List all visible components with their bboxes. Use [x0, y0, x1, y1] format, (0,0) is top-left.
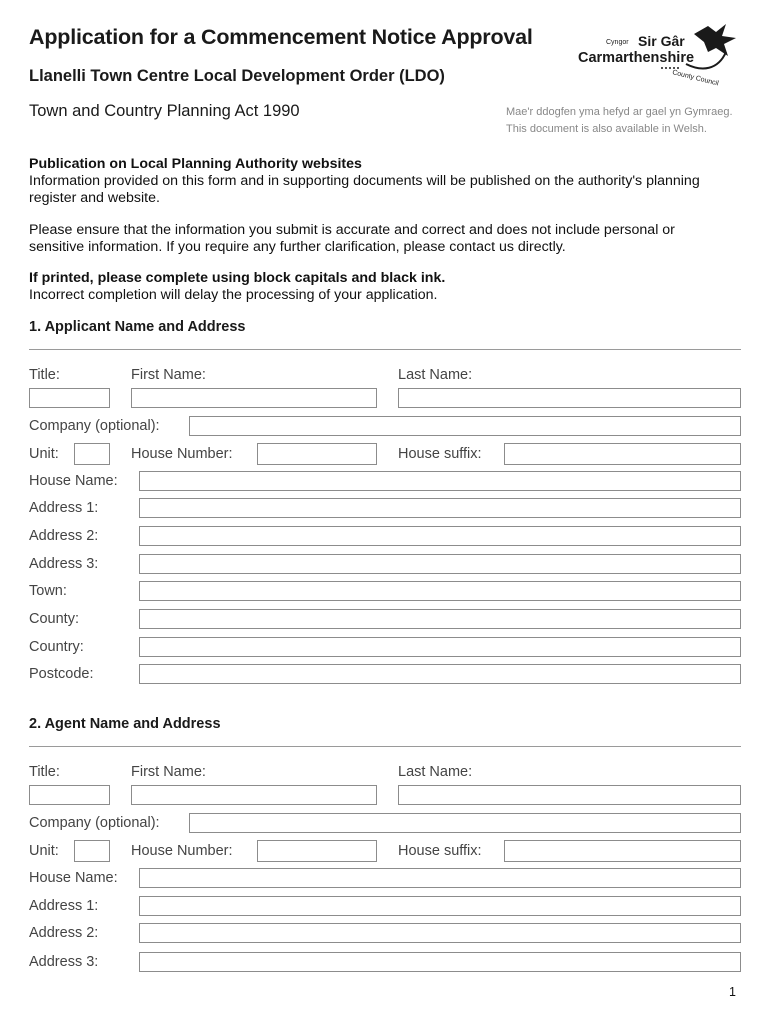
agent-title-input[interactable]: [29, 785, 110, 805]
agent-first-name-input[interactable]: [131, 785, 377, 805]
logo-cyngor-text: Cyngor: [606, 39, 629, 46]
applicant-house-name-input[interactable]: [139, 471, 741, 491]
agent-house-suffix-input[interactable]: [504, 840, 741, 862]
applicant-title-input[interactable]: [29, 388, 110, 408]
applicant-address1-input[interactable]: [139, 498, 741, 518]
applicant-house-number-input[interactable]: [257, 443, 377, 465]
applicant-unit-input[interactable]: [74, 443, 110, 465]
agent-address3-label: Address 3:: [29, 954, 99, 970]
act-reference: Town and Country Planning Act 1990: [29, 102, 300, 120]
applicant-last-name-input[interactable]: [398, 388, 741, 408]
applicant-last-name-label: Last Name:: [398, 367, 473, 383]
applicant-address1-label: Address 1:: [29, 500, 99, 516]
printed-text: Incorrect completion will delay the processing of your application.: [29, 287, 438, 303]
agent-unit-label: Unit:: [29, 843, 59, 859]
applicant-postcode-label: Postcode:: [29, 666, 94, 682]
applicant-first-name-input[interactable]: [131, 388, 377, 408]
page-subtitle: Llanelli Town Centre Local Development Order (LDO): [29, 67, 445, 85]
agent-address2-input[interactable]: [139, 923, 741, 943]
applicant-house-number-label: House Number:: [131, 446, 233, 462]
council-logo: [576, 22, 742, 94]
logo-sir-gar-text: Sir Gâr: [638, 33, 685, 49]
agent-first-name-label: First Name:: [131, 764, 206, 780]
agent-address2-label: Address 2:: [29, 925, 99, 941]
applicant-section-title: 1. Applicant Name and Address: [29, 319, 246, 335]
agent-company-label: Company (optional):: [29, 815, 160, 831]
section-divider: [29, 746, 741, 747]
page-title: Application for a Commencement Notice Approval: [29, 25, 533, 49]
applicant-county-label: County:: [29, 611, 79, 627]
welsh-note-line-2: This document is also available in Welsh.: [506, 123, 707, 135]
publication-notice: [29, 156, 729, 207]
applicant-company-input[interactable]: [189, 416, 741, 436]
agent-section-title: 2. Agent Name and Address: [29, 716, 221, 732]
welsh-availability-note: [506, 104, 733, 138]
agent-company-input[interactable]: [189, 813, 741, 833]
page-number: 1: [729, 985, 736, 999]
applicant-address2-input[interactable]: [139, 526, 741, 546]
agent-last-name-label: Last Name:: [398, 764, 473, 780]
agent-address1-input[interactable]: [139, 896, 741, 916]
printed-heading: If printed, please complete using block capitals and black ink.: [29, 270, 446, 286]
section-divider: [29, 349, 741, 350]
applicant-county-input[interactable]: [139, 609, 741, 629]
applicant-country-label: Country:: [29, 639, 84, 655]
applicant-country-input[interactable]: [139, 637, 741, 657]
publication-text: Information provided on this form and in supporting documents will be published on the authority's planning register and website.: [29, 173, 700, 206]
accuracy-text: Please ensure that the information you submit is accurate and correct and does not include personal or sensitive information. If you require any further clarification, please contact us directly.: [29, 222, 675, 255]
logo-carmarthenshire-text: Carmarthenshire: [578, 50, 695, 66]
publication-heading: Publication on Local Planning Authority websites: [29, 156, 362, 172]
agent-unit-input[interactable]: [74, 840, 110, 862]
applicant-town-input[interactable]: [139, 581, 741, 601]
applicant-town-label: Town:: [29, 583, 67, 599]
agent-house-number-input[interactable]: [257, 840, 377, 862]
logo-county-council-text: County Council: [671, 69, 720, 88]
agent-house-name-input[interactable]: [139, 868, 741, 888]
agent-address1-label: Address 1:: [29, 898, 99, 914]
agent-address3-input[interactable]: [139, 952, 741, 972]
applicant-address3-label: Address 3:: [29, 556, 99, 572]
agent-title-label: Title:: [29, 764, 60, 780]
agent-house-number-label: House Number:: [131, 843, 233, 859]
printed-instructions: [29, 270, 729, 304]
agent-house-name-label: House Name:: [29, 870, 118, 886]
applicant-company-label: Company (optional):: [29, 418, 160, 434]
dragon-logo-icon: [576, 22, 742, 94]
applicant-title-label: Title:: [29, 367, 60, 383]
applicant-address2-label: Address 2:: [29, 528, 99, 544]
welsh-note-line-1: Mae'r ddogfen yma hefyd ar gael yn Gymraeg.: [506, 106, 733, 118]
agent-last-name-input[interactable]: [398, 785, 741, 805]
applicant-house-suffix-input[interactable]: [504, 443, 741, 465]
applicant-unit-label: Unit:: [29, 446, 59, 462]
applicant-address3-input[interactable]: [139, 554, 741, 574]
applicant-house-name-label: House Name:: [29, 473, 118, 489]
applicant-first-name-label: First Name:: [131, 367, 206, 383]
applicant-postcode-input[interactable]: [139, 664, 741, 684]
agent-house-suffix-label: House suffix:: [398, 843, 482, 859]
applicant-house-suffix-label: House suffix:: [398, 446, 482, 462]
